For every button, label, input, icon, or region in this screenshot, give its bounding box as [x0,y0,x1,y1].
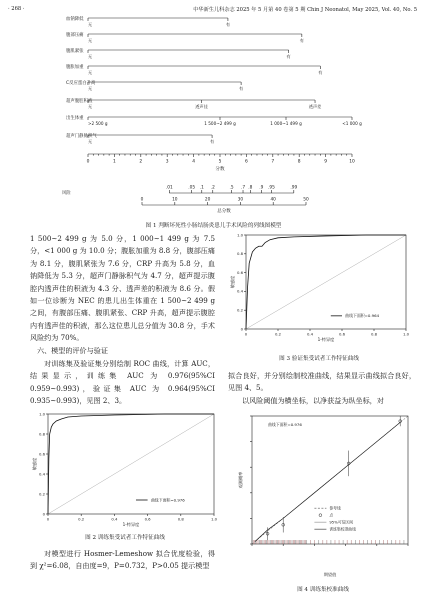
points-axis-tick-label: 3 [165,159,169,165]
points-axis-tick-label: 10 [349,159,355,165]
risk-axis-tick-label: .2 [210,185,215,191]
right-column-paragraph-2: 以风险阈值为横坐标，以净获益为纵坐标，对 [242,396,384,405]
fig2-roc-chart [30,411,220,531]
nomogram-level-label: 有 [239,86,244,91]
x-axis-title: 1-特异度 [317,337,335,342]
nomogram-level-label: 有 [209,139,215,144]
points-axis-title: 分数 [215,167,225,172]
total-points-tick-label: 50 [303,197,309,203]
x-axis-title: 期望值 [323,572,337,577]
points-axis-tick-label: 6 [245,159,248,165]
total-points-tick-label: 40 [270,197,276,203]
nomogram-variable-label: 超声腹腔积液 [66,99,93,104]
y-tick-label: 0.2 [236,307,243,313]
y-tick-label: 0 [42,511,45,517]
y-tick-label: 0 [240,326,243,332]
nomogram-level-label: >2 500 g [88,121,108,126]
section-heading: 六、模型的评价与验证 [37,346,108,355]
x-axis-title: 1-特异度 [122,522,140,527]
page-number: · 268 · [8,6,25,12]
nomogram-variable-label: 腹肌紧张 [66,49,84,54]
reference-diagonal [246,235,406,329]
auc-legend-label: 曲线下面积=0.964 [345,313,380,319]
legend-label: 点 [329,512,334,518]
fig4-calibration-chart [230,410,416,582]
x-tick-label: 0.2 [78,516,85,522]
nomogram-variable-label: C反应蛋白升高 [66,81,96,86]
nomogram-variable-label: 腹部压痛 [66,33,84,38]
nomogram-level-label: 无 [88,70,93,75]
nomogram-figure [0,14,427,214]
x-tick-label: 0.8 [370,331,378,337]
y-tick-label: 0.8 [236,251,243,257]
nomogram-variable-label: 出生体重 [66,116,84,121]
left-column-paragraph-3: 对模型进行 Hosmer-Lemeshow 拟合优度检验，得到 χ²=6.08，自由度=9，P=0.732，P>0.05 提示模型 [30,549,215,571]
x-tick-label: 0.6 [338,331,346,337]
left-column-paragraph-1: 1 500~2 499 g 为 5.0 分，1 000~1 499 g 为 7.5 分，<1 000 g 为 10.0 分；腹胀加重为 8.8 分，腹部压痛为 8.1 分，腹肌紧张为 7.6 分，CRP 升高为 5.8 分，血钠降低为 5.3 分，超声门静脉积气为 4.7 分，超声提示腹腔内透声佳的积液为 4.3 分、透声差的积液为 8.6 分。假如一位诊断为 NEC 的患儿出生体重在 1 500~2 499 g 之间，有腹部压痛、腹肌紧张、CRP 升高，超声提示腹腔内有透声佳的积液，那么这位患儿总分值为 30.8 分，手术风险约为 70%。 [30,234,215,343]
points-axis-tick-label: 9 [324,159,327,165]
figure2-caption: 图 2 训练集受试者工作特征曲线 [85,535,165,541]
x-tick-label: 0.8 [177,516,184,522]
legend-swatch [319,514,322,517]
x-tick-label: 0.6 [144,516,151,522]
y-tick-label: 0.2 [38,491,45,497]
nomogram-level-label: 1 500~2 499 g [204,121,236,126]
y-tick-label: 0.4 [236,288,243,294]
x-tick-label: 0 [46,516,50,522]
figure4-caption: 图 4 训练集校准曲线 [297,587,349,593]
nomogram-level-label: 有 [286,54,291,59]
y-tick-label: 0.6 [38,451,45,457]
nomogram-level-label: 无 [88,104,93,109]
points-axis-tick-label: 0 [86,159,90,165]
x-tick-label: 0.4 [306,331,314,337]
nomogram-level-label: 无 [88,139,93,144]
total-points-tick-label: 0 [140,197,144,203]
total-points-tick-label: 10 [172,197,178,203]
x-tick-label: 0 [244,331,248,337]
reference-diagonal [48,414,214,514]
y-tick-label: 0.4 [38,471,45,477]
points-axis-tick-label: 4 [192,159,195,165]
x-tick-label: 1.0 [210,516,218,522]
nomogram-level-label: 无 [88,54,93,59]
nomogram-level-label: 无 [88,22,93,27]
right-column-paragraph-1: 拟合良好，并分别绘制校准曲线，结果显示曲线拟合良好，见图 4、5。 [228,371,416,393]
risk-axis-tick-label: .5 [229,185,234,191]
nomogram-level-label: 无 [88,86,93,91]
risk-axis-tick-label: .01 [165,185,173,191]
nomogram-level-label: 1 000~1 499 g [270,121,302,126]
points-axis-tick-label: 2 [139,159,143,165]
risk-axis-tick-label: .8 [248,185,253,191]
nomogram-level-label: 透声佳 [195,104,208,109]
nomogram-variable-label: 超声门静脉积气 [66,134,97,139]
nomogram-level-label: 有 [299,38,304,43]
auc-label: 曲线下面积=0.976 [268,422,302,427]
nomogram-level-label: 无 [88,38,93,43]
y-tick-label: 1.0 [38,411,45,417]
legend-label: 训练集校准曲线 [329,526,356,532]
points-axis-tick-label: 5 [218,159,222,165]
x-tick-label: 0.4 [111,516,118,522]
figure3-caption: 图 3 验证集受试者工作特征曲线 [279,356,359,362]
nomogram-level-label: <1 000 g [342,121,362,126]
y-axis-title: 观测概率 [238,471,243,489]
figure1-caption: 图 1 判断坏死性小肠结肠炎患儿手术风险的列线图模型 [145,223,282,229]
legend-label: 95%可信区间 [329,519,354,525]
y-tick-label: 1.0 [236,232,243,238]
risk-axis-tick-label: .05 [188,185,196,191]
nomogram-level-label: 有 [225,22,231,27]
x-tick-label: 0.2 [274,331,282,337]
legend-label: 参考线 [329,505,341,511]
risk-axis-tick-label: .99 [290,185,298,191]
points-axis-tick-label: 8 [297,159,301,165]
total-points-tick-label: 30 [237,197,244,203]
y-axis-title: 敏感度 [32,457,37,471]
y-axis-title: 敏感度 [230,275,235,289]
nomogram-level-label: 有 [318,70,323,75]
points-axis-tick-label: 1 [113,159,116,165]
total-points-tick-label: 20 [204,197,211,203]
risk-axis-tick-label: .95 [268,185,275,191]
risk-axis-tick-label: .9 [259,185,264,191]
risk-axis-label: 风险 [62,191,71,196]
auc-legend-label: 曲线下面积=0.976 [150,497,185,503]
nomogram-variable-label: 血钠降低 [66,17,84,22]
total-points-title: 总分数 [217,209,231,214]
risk-axis-tick-label: .7 [240,185,246,191]
y-tick-label: 0.6 [236,269,243,275]
y-tick-label: 0.8 [38,431,45,437]
nomogram-level-label: 透声差 [308,104,322,109]
points-axis-tick-label: 7 [271,159,275,165]
risk-axis-tick-label: .1 [199,185,204,191]
fig3-roc-chart [224,232,414,350]
journal-header: 中华新生儿科杂志 2025 年 5 月第 40 卷第 5 期 Chin J Neonatol, May 2025, Vol. 40, No. 5 [193,7,417,13]
left-column-paragraph-2: 对训练集及验证集分别绘制 ROC 曲线，计算 AUC，结果显示，训练集 AUC 为 0.976(95%CI 0.959~0.993)，验证集 AUC 为 0.964(95%CI 0.935~0.993)，见图 2、3。 [30,359,215,406]
nomogram-variable-label: 腹胀加重 [66,65,84,70]
x-tick-label: 1.0 [402,331,410,337]
